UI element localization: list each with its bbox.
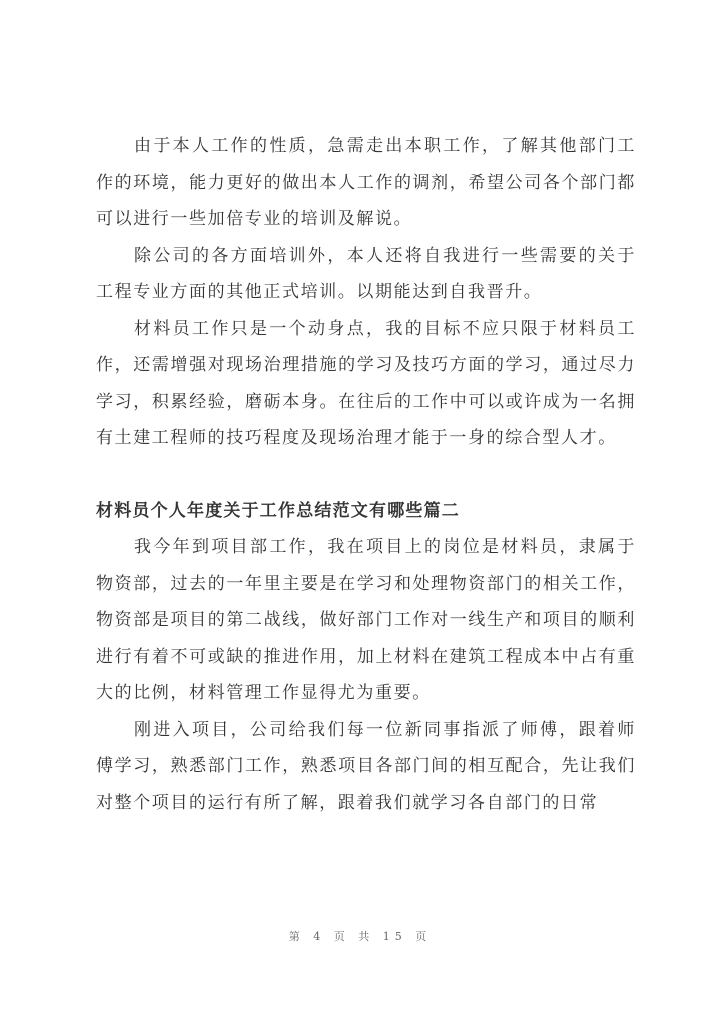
section-gap bbox=[96, 457, 636, 493]
section-heading: 材料员个人年度关于工作总结范文有哪些篇二 bbox=[96, 500, 460, 521]
paragraph: 除公司的各方面培训外，本人还将自我进行一些需要的关于工程专业方面的其他正式培训。以期能达到自我晋升。 bbox=[96, 245, 636, 302]
paragraph: 我今年到项目部工作，我在项目上的岗位是材料员，隶属于物资部，过去的一年里主要是在学习和处理物资部门的相关工作，物资部是项目的第二战线，做好部门工作对一线生产和项目的顺利进行有着不可或缺的推进作用，加上材料在建筑工程成本中占有重大的比例，材料管理工作显得尤为重要。 bbox=[96, 537, 636, 703]
paragraph: 材料员工作只是一个动身点，我的目标不应只限于材料员工作，还需增强对现场治理措施的学习及技巧方面的学习，通过尽力学习，积累经验，磨砺本身。在往后的工作中可以或许成为一名拥有土建工程师的技巧程度及现场治理才能于一身的综合型人才。 bbox=[96, 318, 636, 448]
paragraph: 由于本人工作的性质，急需走出本职工作，了解其他部门工作的环境，能力更好的做出本人工作的调剂，希望公司各个部门都可以进行一些加倍专业的培训及解说。 bbox=[96, 136, 636, 229]
page-content bbox=[96, 128, 636, 821]
page-number-footer: 第 4 页 共 15 页 bbox=[288, 930, 432, 943]
paragraph: 刚进入项目，公司给我们每一位新同事指派了师傅，跟着师傅学习，熟悉部门工作，熟悉项目各部门间的相互配合，先让我们对整个项目的运行有所了解，跟着我们就学习各自部门的日常 bbox=[96, 719, 636, 813]
